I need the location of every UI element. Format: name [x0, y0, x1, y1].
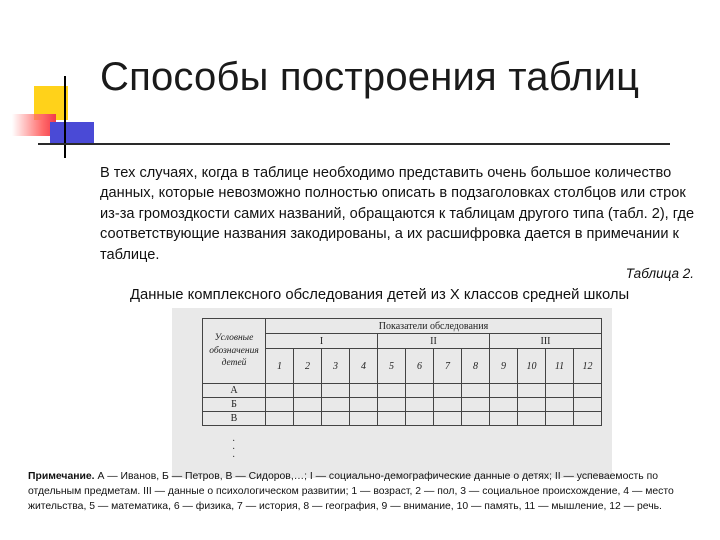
group-header: II — [378, 334, 490, 349]
decor-horizontal-rule — [38, 143, 670, 145]
column-header: 5 — [378, 349, 406, 384]
corner-header: Условные обозначения детей — [203, 319, 266, 384]
row-label: А — [203, 384, 266, 398]
table-row — [203, 398, 602, 412]
column-header: 1 — [266, 349, 294, 384]
note-label: Примечание. — [28, 471, 95, 482]
table-caption: Данные комплексного обследования детей из X классов средней школы — [130, 287, 630, 303]
column-header: 7 — [434, 349, 462, 384]
body-paragraph: В тех случаях, когда в таблице необходимо представить очень большое количество данных, которые невозможно полностью описать в подзаголовках столбцов или строк из-за громоздкости самих названий, обращаются к таблицам другого типа (табл. 2), где соответствующие названия закодированы, а их расшифровка дается в примечании к таблице. — [100, 165, 695, 263]
column-header: 8 — [462, 349, 490, 384]
column-header: 2 — [294, 349, 322, 384]
scanned-table-image — [172, 308, 612, 478]
column-header: 4 — [350, 349, 378, 384]
table-number: Таблица 2. — [625, 266, 694, 281]
row-label: Б — [203, 398, 266, 412]
column-header: 3 — [322, 349, 350, 384]
table-row — [203, 384, 602, 398]
note-text: А — Иванов, Б — Петров, В — Сидоров,…; I — социально-демографические данные о детях; II — успеваемость по отдельным предметам. III — данные о психологическом развитии; 1 — возраст, 2 — пол, 3 — социальное происхождение, 4 — место жительства, 5 — математика, 6 — физика, 7 — история, 8 — география, 9 — внимание, 10 — память, 11 — мышление, 12 — речь. — [28, 471, 674, 512]
column-header: 11 — [546, 349, 574, 384]
group-header: III — [490, 334, 602, 349]
column-header: 9 — [490, 349, 518, 384]
indicators-header: Показатели обследования — [266, 319, 602, 334]
column-header: 6 — [406, 349, 434, 384]
slide-title: Способы построения таблиц — [100, 55, 640, 99]
continuation-dots: · · · — [232, 436, 236, 463]
table-note — [28, 470, 696, 514]
decor-blue-square — [50, 122, 94, 144]
column-header: 10 — [518, 349, 546, 384]
table-row — [203, 412, 602, 426]
data-table — [202, 318, 602, 426]
column-header: 12 — [574, 349, 602, 384]
group-header: I — [266, 334, 378, 349]
decor-vertical-line — [64, 76, 66, 158]
row-label: В — [203, 412, 266, 426]
